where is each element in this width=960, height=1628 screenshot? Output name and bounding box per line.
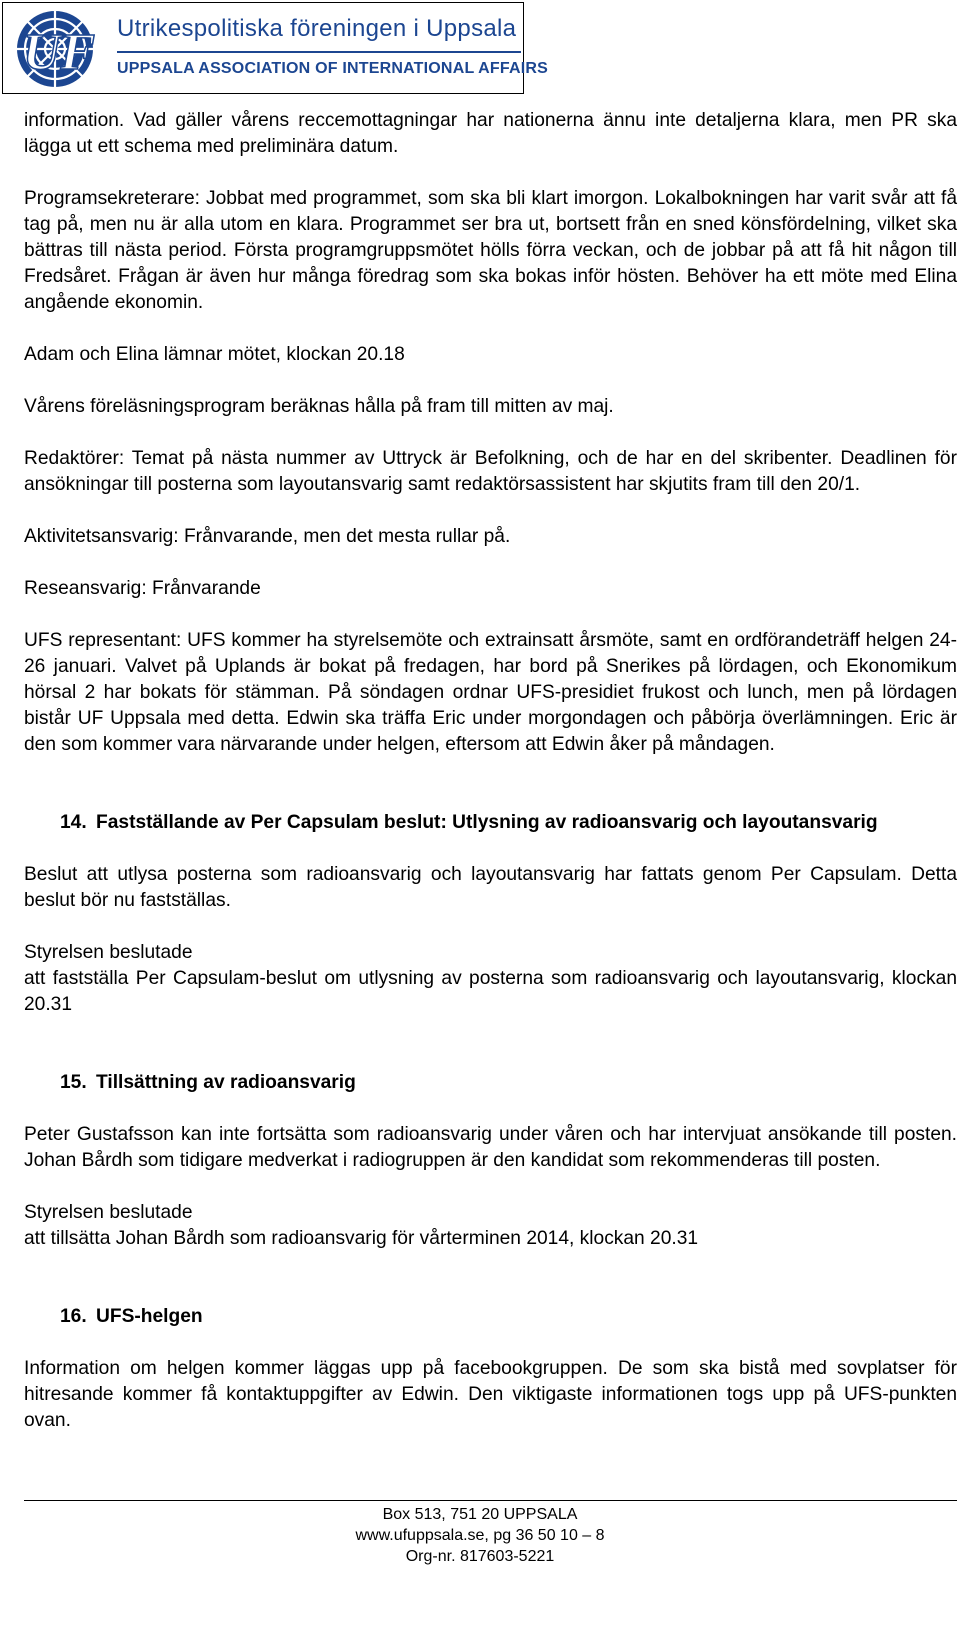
section-15-body: Peter Gustafsson kan inte fortsätta som radioansvarig under våren och har intervjuat ansökande till posten. Johan Bårdh som tidigare medverkat i radiogruppen är den kandidat som rekommenderas till posten.	[24, 1124, 957, 1171]
page-footer	[0, 1504, 960, 1567]
section-15-decision	[24, 1200, 957, 1252]
decision-text: att fastställa Per Capsulam-beslut om utlysning av posterna som radioansvarig och layoutansvarig, klockan 20.31	[24, 968, 957, 1015]
letterhead-rule	[117, 51, 521, 53]
paragraph-redaktorer: Redaktörer: Temat på nästa nummer av Uttryck är Befolkning, och de har en del skribenter. Deadlinen för ansökningar till posterna som layoutansvarig samt redaktörsassistent har skjutits fram till den 20/1.	[24, 448, 957, 495]
section-14-body: Beslut att utlysa posterna som radioansvarig och layoutansvarig har fattats genom Per Capsulam. Detta beslut bör nu fastställas.	[24, 864, 957, 911]
org-name-english: UPPSALA ASSOCIATION OF INTERNATIONAL AFFAIRS	[117, 60, 549, 77]
footer-org-number: Org-nr. 817603-5221	[405, 1548, 555, 1565]
document-body	[24, 108, 957, 1434]
org-name-swedish: Utrikespolitiska föreningen i Uppsala	[117, 15, 517, 42]
uf-globe-logo	[9, 7, 107, 91]
section-number: 15.	[60, 1072, 87, 1093]
paragraph-reseansvarig: Reseansvarig: Frånvarande	[24, 578, 261, 599]
decision-text: att tillsätta Johan Bårdh som radioansvarig för vårterminen 2014, klockan 20.31	[24, 1228, 699, 1249]
footer-rule	[24, 1500, 957, 1501]
section-title: Tillsättning av radioansvarig	[96, 1072, 356, 1093]
section-number: 16.	[60, 1306, 87, 1327]
section-number: 14.	[60, 812, 87, 833]
section-title: UFS-helgen	[96, 1306, 203, 1327]
paragraph-ufs-representant: UFS representant: UFS kommer ha styrelsemöte och extrainsatt årsmöte, samt en ordförandeträff helgen 24-26 januari. Valvet på Uplands är bokat på fredagen, har bord på Snerikes på lördagen, och Ekonomikum hörsal 2 har bokats för stämman. På söndagen ordnar UFS-presidiet frukost och lunch, men på lördagen bistår UF Uppsala med detta. Edwin ska träffa Eric under morgondagen och påbörja överlämningen. Eric är den som kommer vara närvarande under helgen, eftersom att Edwin åker på måndagen.	[24, 630, 957, 755]
decision-label: Styrelsen beslutade	[24, 942, 193, 963]
footer-web-and-giro: www.ufuppsala.se, pg 36 50 10 – 8	[355, 1527, 605, 1544]
paragraph-pr-info: information. Vad gäller vårens reccemottagningar har nationerna ännu inte detaljerna klara, men PR ska lägga ut ett schema med preliminära datum.	[24, 110, 957, 157]
footer-address: Box 513, 751 20 UPPSALA	[382, 1506, 578, 1523]
section-16-heading	[24, 1304, 957, 1330]
decision-label: Styrelsen beslutade	[24, 1202, 193, 1223]
paragraph-programsekreterare: Programsekreterare: Jobbat med programmet, som ska bli klart imorgon. Lokalbokningen har varit svår att få tag på, men nu är alla utom en klara. Programmet ser bra ut, bortsett från en sned könsfördelning, vilket ska bättras till nästa period. Första programgruppsmötet hölls förra veckan, och de jobbar på att få hit någon till Fredsåret. Frågan är även hur många föredrag som ska bokas inför hösten. Behöver ha ett möte med Elina angående ekonomin.	[24, 188, 957, 313]
section-14-heading	[24, 810, 957, 836]
section-title: Fastställande av Per Capsulam beslut: Utlysning av radioansvarig och layoutansvarig	[96, 812, 878, 833]
paragraph-aktivitetsansvarig: Aktivitetsansvarig: Frånvarande, men det mesta rullar på.	[24, 526, 511, 547]
letterhead	[2, 2, 549, 94]
section-15-heading	[24, 1070, 957, 1096]
section-14-decision	[24, 940, 957, 1018]
paragraph-adam-elina: Adam och Elina lämnar mötet, klockan 20.18	[24, 344, 405, 365]
section-16-body: Information om helgen kommer läggas upp på facebookgruppen. De som ska bistå med sovplatser för hitresande kommer få kontaktuppgifter av Edwin. Den viktigaste informationen togs upp på UFS-punkten ovan.	[24, 1358, 957, 1431]
paragraph-forelasningsprogram: Vårens föreläsningsprogram beräknas hålla på fram till mitten av maj.	[24, 396, 614, 417]
logo-letters: UF	[22, 24, 96, 81]
